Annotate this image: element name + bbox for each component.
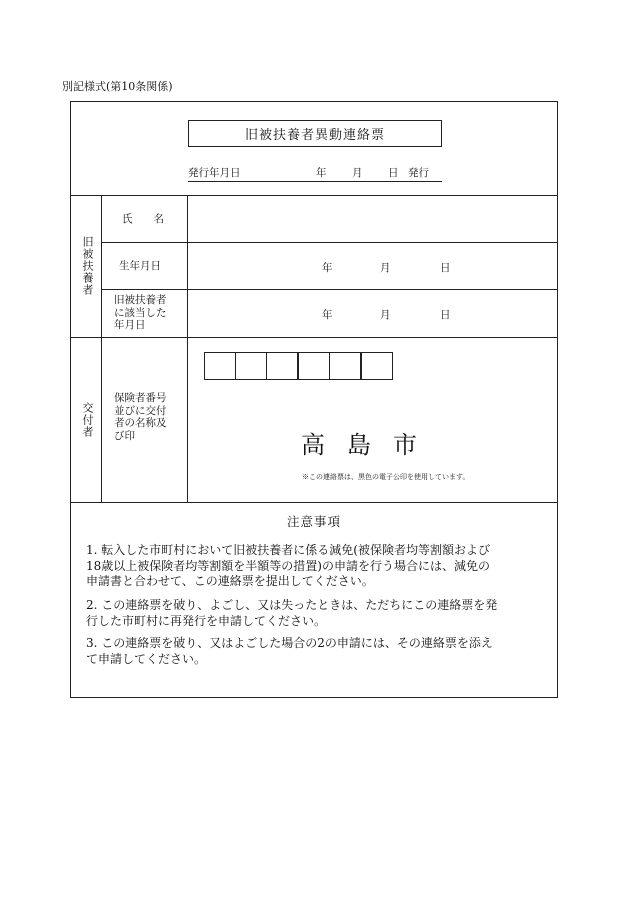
issuer-label-line-2: 並びに交付 [114,404,167,417]
insurer-digit-box[interactable] [361,352,393,380]
note-1-line-3: 申請書と合わせて、この連絡票を提出してください。 [86,574,374,588]
row-applicable-line-3: 年月日 [114,319,146,331]
form-label: 別記様式(第10条関係) [62,80,173,93]
divider-row-birth [101,289,558,290]
applicable-day-unit: 日 [440,309,451,321]
section-issuer-label: 交付者 [81,402,94,438]
issue-month-unit: 月 [352,167,363,179]
divider-label-column [187,195,188,502]
form-title: 旧被扶養者異動連絡票 [188,120,442,147]
note-2 [86,598,546,629]
birth-year-unit: 年 [322,262,333,274]
note-1 [86,543,546,590]
note-3-line-2: て申請してください。 [86,651,207,666]
note-3 [86,636,546,667]
birth-day-unit: 日 [440,262,451,274]
issuer-city-name: 高島市 [301,431,439,459]
insurer-digit-box[interactable] [266,352,298,380]
section-dependent-label: 旧被扶養者 [81,236,94,296]
divider-header [70,195,558,196]
issuer-label-line-4: び印 [114,429,135,442]
row-name-label: 氏 名 [122,213,164,225]
row-applicable-label [114,294,167,332]
row-birth-label: 生年月日 [119,260,161,272]
seal-note: ※この連絡票は、黒色の電子公印を使用しています。 [302,473,470,481]
divider-section-column [101,195,102,502]
insurer-digit-box[interactable] [204,352,236,380]
insurer-digit-box[interactable] [329,352,361,380]
note-2-line-2: 行した市町村に再発行を申請してください。 [86,613,327,628]
issue-date-label: 発行年月日 [188,167,241,179]
issue-day-unit: 日 [388,167,399,179]
divider-row-name [101,242,558,243]
issue-date-line [188,165,442,182]
insurer-digit-box[interactable] [298,352,330,380]
issuer-label [114,392,167,442]
insurer-digit-box[interactable] [235,352,267,380]
divider-issuer [70,502,558,503]
row-applicable-line-1: 旧被扶養者 [114,294,167,306]
issuer-label-line-3: 者の名称及 [114,417,167,429]
issue-suffix: 発行 [408,167,429,179]
issue-year-unit: 年 [316,167,327,179]
note-1-line-1: 1. 転入した市町村において旧被扶養者に係る減免(被保険者均等割額および [86,543,490,557]
row-applicable-line-2: に該当した [114,306,167,319]
applicable-month-unit: 月 [380,309,391,321]
notes-title: 注意事項 [286,514,341,529]
applicable-year-unit: 年 [322,309,333,321]
note-3-line-1: 3. この連絡票を破り、又はよごした場合の2の申請には、その連絡票を添え [86,636,493,650]
issuer-label-line-1: 保険者番号 [114,392,167,404]
note-1-line-2: 18歳以上被保険者均等割額を半額等の措置)の申請を行う場合には、減免の [86,558,490,573]
note-2-line-1: 2. この連絡票を破り、よごし、又は失ったときは、ただちにこの連絡票を発 [86,598,498,612]
divider-dependent [70,337,558,338]
birth-month-unit: 月 [380,262,391,274]
